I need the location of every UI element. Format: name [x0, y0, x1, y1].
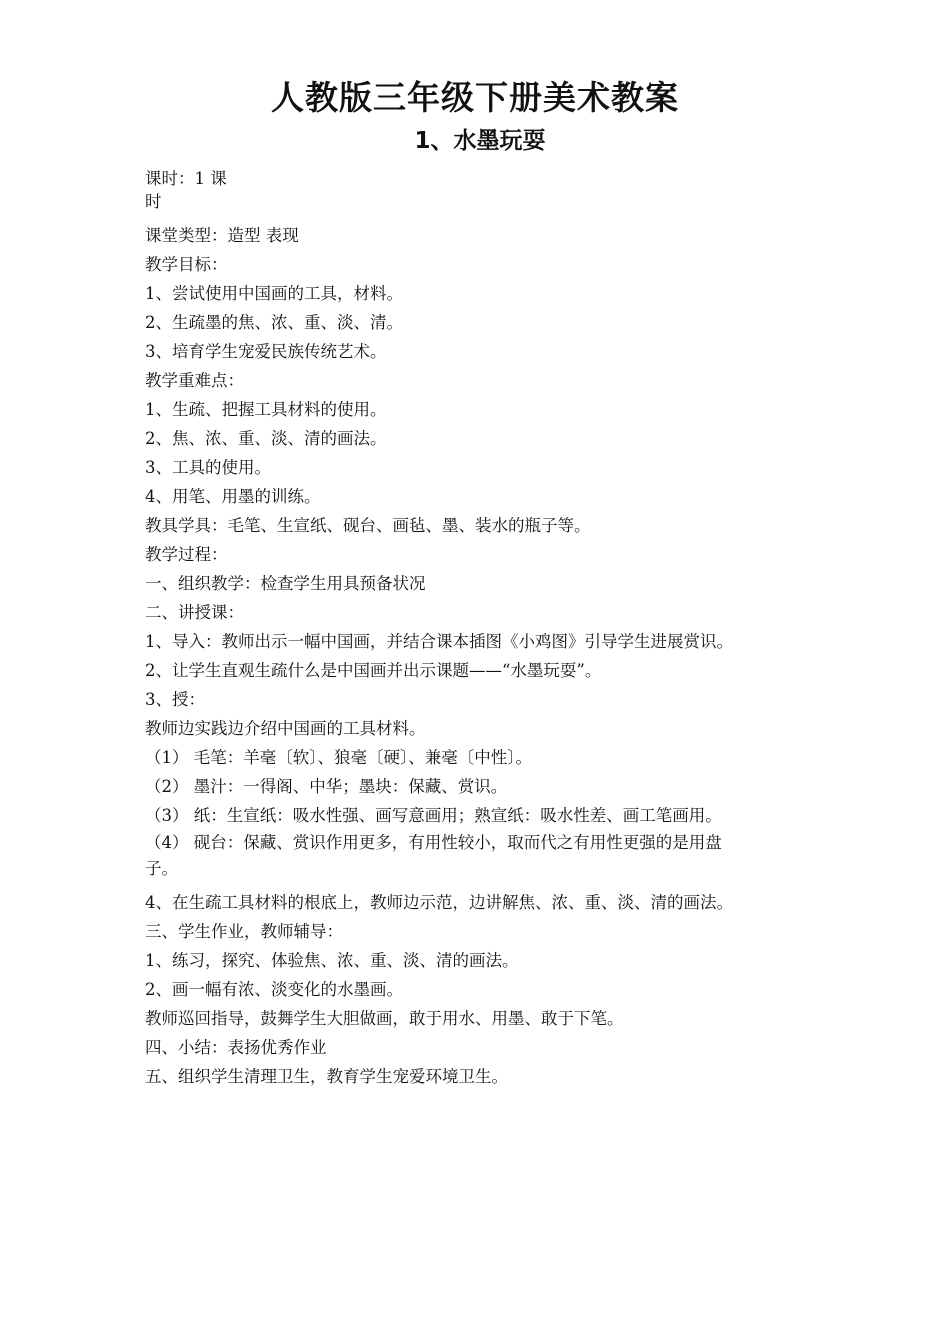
text-line: 1、尝试使用中国画的工具，材料。: [145, 284, 403, 303]
text-line: 子。: [145, 859, 178, 878]
text-line: （2） 墨汁：一得阁、中华；墨块：保藏、赏识。: [145, 777, 508, 796]
text-line: 2、让学生直观生疏什么是中国画并出示课题——“水墨玩耍”。: [145, 661, 602, 680]
text-line: 课时：1 课: [145, 169, 227, 188]
text-line: 1、生疏、把握工具材料的使用。: [145, 400, 387, 419]
text-line: 二、讲授课：: [145, 603, 244, 622]
text-line: 2、焦、浓、重、淡、清的画法。: [145, 429, 387, 448]
text-line: 教学过程：: [145, 545, 228, 564]
lesson-body: [145, 168, 835, 1091]
text-line: 三、学生作业，教师辅导：: [145, 922, 343, 941]
text-line: （3） 纸：生宣纸：吸水性强、画写意画用；熟宣纸：吸水性差、画工笔画用。: [145, 806, 722, 825]
text-line: 4、在生疏工具材料的根底上，教师边示范，边讲解焦、浓、重、淡、清的画法。: [145, 893, 733, 912]
text-line: （4） 砚台：保藏、赏识作用更多，有用性较小，取而代之有用性更强的是用盘: [145, 833, 722, 852]
lesson-title: 1、水墨玩耍: [414, 128, 546, 154]
text-line: 一、组织教学：检查学生用具预备状况: [145, 574, 426, 593]
text-line: 3、授：: [145, 690, 205, 709]
text-line: （1） 毛笔：羊毫〔软〕、狼毫〔硬〕、兼毫〔中性〕。: [145, 748, 532, 767]
text-line: 教师边实践边介绍中国画的工具材料。: [145, 719, 426, 738]
text-line: 3、培育学生宠爱民族传统艺术。: [145, 342, 387, 361]
text-line: 时: [145, 192, 162, 211]
text-line: 教学重难点：: [145, 371, 244, 390]
text-line: 课堂类型：造型 表现: [145, 226, 299, 245]
text-line: 教具学具：毛笔、生宣纸、砚台、画毡、墨、装水的瓶子等。: [145, 516, 591, 535]
text-line: 教学目标：: [145, 255, 228, 274]
text-line: 4、用笔、用墨的训练。: [145, 487, 321, 506]
text-line: 1、练习，探究、体验焦、浓、重、淡、清的画法。: [145, 951, 519, 970]
text-line: 四、小结：表扬优秀作业: [145, 1038, 327, 1057]
text-line: 2、生疏墨的焦、浓、重、淡、清。: [145, 313, 403, 332]
text-line: 1、导入：教师出示一幅中国画，并结合课本插图《小鸡图》引导学生进展赏识。: [145, 632, 733, 651]
text-line: 3、工具的使用。: [145, 458, 271, 477]
text-line: 教师巡回指导，鼓舞学生大胆做画，敢于用水、用墨、敢于下笔。: [145, 1009, 624, 1028]
text-line: 五、组织学生清理卫生，教育学生宠爱环境卫生。: [145, 1067, 508, 1086]
text-line: 2、画一幅有浓、淡变化的水墨画。: [145, 980, 403, 999]
document-title: 人教版三年级下册美术教案: [271, 78, 679, 117]
